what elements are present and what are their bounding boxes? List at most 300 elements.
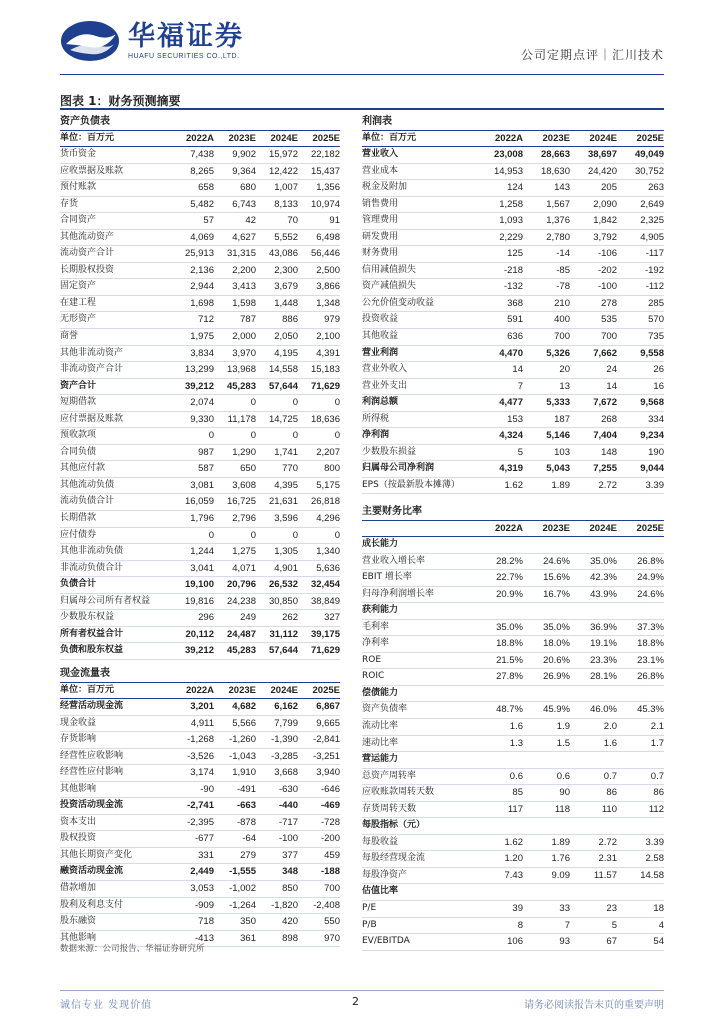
cell-value: 91 bbox=[329, 215, 340, 227]
cell-value: 0 bbox=[334, 529, 340, 541]
cell-value: 1,598 bbox=[232, 297, 256, 309]
page-header bbox=[0, 0, 724, 80]
cell-value bbox=[476, 884, 523, 900]
cell-value: 14,953 bbox=[493, 165, 523, 177]
table-row bbox=[60, 445, 340, 462]
row-label: 其他流动资产 bbox=[60, 231, 115, 242]
cell-value: 979 bbox=[324, 314, 340, 326]
table-row bbox=[362, 296, 664, 313]
cell-value: 39,212 bbox=[184, 380, 214, 392]
table-row bbox=[60, 395, 340, 412]
cell-value: 4,911 bbox=[190, 717, 214, 729]
cell-value: 0 bbox=[208, 529, 214, 541]
cell-value: -132 bbox=[503, 281, 523, 293]
cell-value: -14 bbox=[556, 248, 570, 260]
cell-value: 591 bbox=[507, 314, 523, 326]
section-header-row bbox=[362, 537, 664, 554]
table-row bbox=[60, 732, 340, 749]
cell-value: 11.57 bbox=[593, 869, 617, 881]
row-label: 税金及附加 bbox=[362, 182, 408, 193]
cell-value: 19,100 bbox=[184, 579, 214, 591]
table-row bbox=[362, 587, 664, 604]
table-header-row bbox=[362, 521, 664, 537]
cell-value: 279 bbox=[240, 849, 256, 861]
table-row bbox=[362, 868, 664, 885]
cell-value: 24,420 bbox=[587, 165, 617, 177]
row-label: 预付账款 bbox=[60, 182, 97, 193]
row-label: 应收账款周转天数 bbox=[362, 787, 435, 798]
cell-value: 0 bbox=[292, 430, 298, 442]
cell-value: 18.8% bbox=[637, 638, 664, 650]
cell-value: 26.8% bbox=[637, 555, 664, 567]
table-row bbox=[362, 620, 664, 637]
row-label: 流动负债合计 bbox=[60, 496, 115, 507]
cell-value: 2,136 bbox=[190, 264, 214, 276]
row-label: 合同资产 bbox=[60, 215, 97, 226]
table-row bbox=[362, 230, 664, 247]
cell-value: 24.9% bbox=[637, 572, 664, 584]
row-label: 营业收入 bbox=[362, 149, 399, 159]
cell-value: 249 bbox=[240, 612, 256, 624]
row-label: 每股收益 bbox=[362, 836, 399, 847]
table-row bbox=[60, 643, 340, 660]
row-label: 其他影响 bbox=[60, 783, 97, 794]
table-row bbox=[60, 881, 340, 898]
table-row bbox=[60, 544, 340, 561]
cell-value bbox=[570, 752, 617, 768]
cell-value: 117 bbox=[507, 803, 523, 815]
footer-disclaimer: 请务必阅读报告末页的重要声明 bbox=[524, 1000, 664, 1011]
table-row bbox=[60, 329, 340, 346]
cell-value bbox=[570, 884, 617, 900]
cell-value: 3,608 bbox=[232, 479, 256, 491]
cell-value: 3,866 bbox=[316, 281, 340, 293]
cell-value: -646 bbox=[320, 783, 340, 795]
cell-value: 18,636 bbox=[310, 413, 340, 425]
row-label: 现金收益 bbox=[60, 717, 97, 728]
row-label: 非流动资产合计 bbox=[60, 364, 124, 375]
cell-value: 30,850 bbox=[268, 595, 298, 607]
cell-value: 28,663 bbox=[540, 149, 570, 160]
cell-value: 898 bbox=[282, 932, 298, 944]
cell-value: 2.0 bbox=[603, 721, 617, 733]
row-label: 货币资金 bbox=[60, 149, 97, 159]
table-row bbox=[362, 312, 664, 329]
year-header: 2023E bbox=[228, 685, 256, 696]
cell-value: 5 bbox=[517, 446, 523, 458]
cell-value: 4,324 bbox=[499, 430, 523, 442]
table-row bbox=[362, 570, 664, 587]
cell-value: 7.43 bbox=[504, 869, 523, 881]
table-row bbox=[362, 412, 664, 429]
cell-value: 16.7% bbox=[543, 588, 570, 600]
cell-value: 35.0% bbox=[543, 621, 570, 633]
cell-value: 7,255 bbox=[593, 463, 617, 475]
cell-value: 187 bbox=[554, 413, 570, 425]
footer-slogan: 诚信专业 发现价值 bbox=[60, 1000, 153, 1011]
row-label: 预收款项 bbox=[60, 430, 97, 441]
cell-value: 49,049 bbox=[634, 149, 664, 160]
cell-value: 9,234 bbox=[640, 430, 664, 442]
cell-value: -909 bbox=[194, 899, 214, 911]
row-label: 其他影响 bbox=[60, 932, 97, 943]
cell-value: 39 bbox=[512, 903, 523, 915]
cell-value: 39,212 bbox=[184, 645, 214, 657]
row-label: 股利及利息支付 bbox=[60, 899, 124, 910]
table-row bbox=[60, 848, 340, 865]
cell-value: 86 bbox=[653, 787, 664, 799]
cell-value: -3,526 bbox=[187, 750, 214, 762]
cell-value: 26.8% bbox=[637, 671, 664, 683]
table-row bbox=[60, 263, 340, 280]
cell-value: 1.3 bbox=[509, 737, 523, 749]
cell-value: 38,697 bbox=[587, 149, 617, 160]
row-label: 其他长期资产变化 bbox=[60, 849, 133, 860]
cell-value: 24,487 bbox=[226, 628, 256, 640]
cell-value: 21,631 bbox=[268, 496, 298, 508]
cell-value: 263 bbox=[648, 182, 664, 194]
year-header: 2025E bbox=[312, 685, 340, 696]
cell-value: -2,841 bbox=[313, 734, 340, 746]
cell-value: 23.1% bbox=[637, 654, 664, 666]
cell-value bbox=[476, 686, 523, 702]
table-row bbox=[60, 230, 340, 247]
cell-value: -85 bbox=[556, 264, 570, 276]
cell-value: 31,315 bbox=[226, 248, 256, 260]
row-label: 管理费用 bbox=[362, 215, 399, 226]
cell-value: 1,567 bbox=[546, 198, 570, 210]
cell-value: 9,558 bbox=[640, 347, 664, 359]
cell-value: 587 bbox=[198, 463, 214, 475]
table-header-row bbox=[362, 131, 664, 147]
cell-value: 700 bbox=[324, 883, 340, 895]
table-row bbox=[362, 362, 664, 379]
table-row bbox=[362, 901, 664, 918]
cell-value: 9,902 bbox=[232, 149, 256, 160]
cell-value: 16 bbox=[653, 380, 664, 392]
row-label: 少数股东损益 bbox=[362, 446, 417, 457]
table-header-row bbox=[60, 683, 340, 699]
cell-value bbox=[523, 752, 570, 768]
cell-value bbox=[476, 752, 523, 768]
cell-value: 1,741 bbox=[274, 446, 298, 458]
cell-value: 57,644 bbox=[268, 645, 298, 657]
table-row bbox=[362, 279, 664, 296]
cell-value bbox=[570, 686, 617, 702]
row-label: 流动比率 bbox=[362, 721, 399, 732]
cell-value: 5,552 bbox=[274, 231, 298, 243]
cell-value: 8,265 bbox=[190, 165, 214, 177]
section-header-row bbox=[362, 752, 664, 769]
cell-value: 1.6 bbox=[509, 721, 523, 733]
table-row bbox=[362, 379, 664, 396]
cell-value: 7,404 bbox=[593, 430, 617, 442]
table-row bbox=[60, 197, 340, 214]
cell-value: 5,636 bbox=[316, 562, 340, 574]
cell-value: 4,195 bbox=[274, 347, 298, 359]
cell-value bbox=[476, 603, 523, 619]
cell-value: 21.5% bbox=[496, 654, 523, 666]
row-label: 存货影响 bbox=[60, 734, 97, 745]
cell-value: 7,799 bbox=[274, 717, 298, 729]
cell-value: 24 bbox=[606, 364, 617, 376]
row-label: ROIC bbox=[362, 671, 385, 682]
cell-value: 2.58 bbox=[645, 853, 664, 865]
cell-value: 5,566 bbox=[232, 717, 256, 729]
cell-value: 18.0% bbox=[543, 638, 570, 650]
table-row bbox=[60, 765, 340, 782]
cell-value: 9,044 bbox=[640, 463, 664, 475]
row-label: 速动比率 bbox=[362, 737, 399, 748]
cell-value: 400 bbox=[554, 314, 570, 326]
row-label: 流动资产合计 bbox=[60, 248, 115, 259]
table-row bbox=[60, 798, 340, 815]
cell-value: 12,422 bbox=[268, 165, 298, 177]
year-header: 2022A bbox=[186, 685, 214, 696]
year-header: 2024E bbox=[270, 133, 298, 144]
table-row bbox=[60, 494, 340, 511]
cell-value: 24.6% bbox=[543, 555, 570, 567]
cell-value bbox=[523, 884, 570, 900]
row-label: 偿债能力 bbox=[362, 687, 399, 698]
cell-value: -64 bbox=[242, 833, 256, 845]
cash-flow-table bbox=[60, 666, 340, 947]
cell-value: 4,069 bbox=[190, 231, 214, 243]
cell-value: 2.1 bbox=[650, 721, 664, 733]
table-title: 利润表 bbox=[362, 114, 664, 131]
cell-value: 20.6% bbox=[543, 654, 570, 666]
cell-value bbox=[476, 537, 523, 553]
cell-value: 2.72 bbox=[598, 836, 617, 848]
cell-value: 42 bbox=[245, 215, 256, 227]
row-label: 应付债券 bbox=[60, 529, 97, 540]
row-label: 经营性应收影响 bbox=[60, 750, 124, 761]
cell-value: 3,174 bbox=[190, 767, 214, 779]
cell-value: 1.76 bbox=[551, 853, 570, 865]
section-header-row bbox=[362, 818, 664, 835]
cell-value: 13 bbox=[559, 380, 570, 392]
cell-value: 23.3% bbox=[590, 654, 617, 666]
table-row bbox=[362, 445, 664, 462]
cell-value: 0 bbox=[208, 430, 214, 442]
cell-value: 2.31 bbox=[598, 853, 617, 865]
year-header: 2023E bbox=[542, 133, 570, 144]
cell-value: 31,112 bbox=[269, 628, 298, 640]
unit-label: 单位：百万元 bbox=[60, 685, 115, 695]
cell-value: 1.62 bbox=[504, 479, 523, 491]
cell-value: 18,630 bbox=[540, 165, 570, 177]
cell-value: -1,820 bbox=[271, 899, 298, 911]
cell-value bbox=[617, 537, 664, 553]
row-label: 营业收入增长率 bbox=[362, 555, 426, 566]
year-header: 2024E bbox=[589, 523, 617, 534]
cell-value: 4,470 bbox=[499, 347, 523, 359]
cell-value: -663 bbox=[236, 800, 256, 812]
cell-value: 54 bbox=[653, 936, 664, 948]
cell-value: 13,299 bbox=[184, 364, 214, 376]
cell-value: 0.7 bbox=[650, 770, 664, 782]
cell-value: 9,568 bbox=[640, 397, 664, 409]
cell-value: 800 bbox=[324, 463, 340, 475]
cell-value: 2,500 bbox=[316, 264, 340, 276]
row-label: 营业外支出 bbox=[362, 380, 408, 391]
row-label: 存货 bbox=[60, 198, 79, 209]
cell-value: 153 bbox=[507, 413, 523, 425]
year-header: 2023E bbox=[228, 133, 256, 144]
cell-value: 1,340 bbox=[316, 546, 340, 558]
cell-value: 90 bbox=[559, 787, 570, 799]
table-row bbox=[362, 147, 664, 164]
table-row bbox=[362, 478, 664, 495]
cell-value: 268 bbox=[601, 413, 617, 425]
row-label: 存货周转天数 bbox=[362, 803, 417, 814]
row-label: 资产负债率 bbox=[362, 704, 408, 715]
cell-value: 112 bbox=[648, 803, 664, 815]
table-row bbox=[362, 213, 664, 230]
cell-value: -192 bbox=[644, 264, 664, 276]
cell-value: 327 bbox=[324, 612, 340, 624]
row-label: 经营性应付影响 bbox=[60, 767, 124, 778]
cell-value: -413 bbox=[194, 932, 214, 944]
year-header: 2025E bbox=[312, 133, 340, 144]
cell-value: 970 bbox=[324, 932, 340, 944]
cell-value: -90 bbox=[200, 783, 214, 795]
cell-value: 2,449 bbox=[190, 866, 214, 878]
cell-value: 16,059 bbox=[184, 496, 214, 508]
cell-value: 4,319 bbox=[499, 463, 523, 475]
cell-value bbox=[476, 818, 523, 834]
cell-value: 15,972 bbox=[268, 149, 298, 160]
cell-value: 56,446 bbox=[310, 248, 340, 260]
cell-value: -2,741 bbox=[187, 800, 214, 812]
cell-value: -1,268 bbox=[187, 734, 214, 746]
cell-value: -491 bbox=[236, 783, 256, 795]
cell-value: 14,725 bbox=[268, 413, 298, 425]
cell-value: 20,796 bbox=[226, 579, 256, 591]
cell-value: 0 bbox=[334, 430, 340, 442]
cell-value: 39,175 bbox=[310, 628, 340, 640]
cell-value: 368 bbox=[507, 297, 523, 309]
row-label: 公允价值变动收益 bbox=[362, 297, 435, 308]
cell-value: 32,454 bbox=[310, 579, 340, 591]
cell-value: 85 bbox=[512, 787, 523, 799]
cell-value: 0 bbox=[334, 397, 340, 409]
table-row bbox=[362, 461, 664, 478]
huafu-logo-icon bbox=[60, 20, 120, 62]
cell-value: 20,112 bbox=[185, 628, 214, 640]
cell-value: 4,395 bbox=[274, 479, 298, 491]
cell-value: 2,207 bbox=[316, 446, 340, 458]
year-header: 2025E bbox=[636, 523, 664, 534]
row-label: 在建工程 bbox=[60, 297, 97, 308]
cell-value: 3,970 bbox=[232, 347, 256, 359]
cell-value: -202 bbox=[597, 264, 617, 276]
cell-value: 13,968 bbox=[226, 364, 256, 376]
cell-value: 0 bbox=[250, 430, 256, 442]
cell-value: 45,283 bbox=[226, 645, 256, 657]
table-row bbox=[60, 478, 340, 495]
cell-value: 57 bbox=[203, 215, 214, 227]
cell-value: 296 bbox=[198, 612, 214, 624]
table-row bbox=[362, 346, 664, 363]
cell-value: 0 bbox=[292, 397, 298, 409]
table-header-row bbox=[60, 131, 340, 147]
cell-value: -3,285 bbox=[271, 750, 298, 762]
cell-value: 1,244 bbox=[190, 546, 214, 558]
cell-value: 3.39 bbox=[645, 479, 664, 491]
cell-value: 9,364 bbox=[232, 165, 256, 177]
cell-value: 2,090 bbox=[593, 198, 617, 210]
cell-value: 1.89 bbox=[551, 836, 570, 848]
cell-value: 110 bbox=[601, 803, 617, 815]
cell-value: 57,644 bbox=[268, 380, 298, 392]
cell-value: 22.7% bbox=[496, 572, 523, 584]
table-row bbox=[60, 412, 340, 429]
row-label: 归属母公司净利润 bbox=[362, 463, 435, 474]
income-statement-table bbox=[362, 114, 664, 494]
row-label: 其他流动负债 bbox=[60, 479, 115, 490]
footer-divider bbox=[60, 990, 664, 991]
cell-value: 45.9% bbox=[543, 704, 570, 716]
cell-value: 1,698 bbox=[190, 297, 214, 309]
cell-value: 3,679 bbox=[274, 281, 298, 293]
cell-value: 1.89 bbox=[551, 479, 570, 491]
table-row bbox=[362, 263, 664, 280]
cell-value: 210 bbox=[554, 297, 570, 309]
row-label: 融资活动现金流 bbox=[60, 866, 124, 877]
report-type-label: 公司定期点评｜汇川技术 bbox=[520, 48, 664, 62]
cell-value: 3,596 bbox=[274, 513, 298, 525]
table-row bbox=[362, 702, 664, 719]
cell-value: 5,043 bbox=[546, 463, 570, 475]
cell-value: 2,000 bbox=[232, 331, 256, 343]
cell-value bbox=[570, 603, 617, 619]
row-label: 少数股东权益 bbox=[60, 612, 115, 623]
cell-value: -2,395 bbox=[187, 816, 214, 828]
cell-value: -440 bbox=[278, 800, 298, 812]
cell-value: 4,682 bbox=[232, 701, 256, 712]
cell-value bbox=[617, 818, 664, 834]
table-title: 主要财务比率 bbox=[362, 504, 664, 521]
cell-value: 45,283 bbox=[226, 380, 256, 392]
row-label: 所有者权益合计 bbox=[60, 628, 124, 639]
data-source-note: 数据来源：公司报告、华福证券研究所 bbox=[60, 944, 205, 954]
row-label: 商誉 bbox=[60, 331, 79, 342]
cell-value: -878 bbox=[236, 816, 256, 828]
cell-value: 48.7% bbox=[496, 704, 523, 716]
table-row bbox=[60, 528, 340, 545]
cell-value: 24.6% bbox=[637, 588, 664, 600]
page-number: 2 bbox=[352, 995, 359, 1008]
cell-value: 27.8% bbox=[496, 671, 523, 683]
row-label: 负债和股东权益 bbox=[60, 645, 124, 656]
row-label: 净利率 bbox=[362, 638, 390, 649]
row-label: 应收票据及账款 bbox=[60, 165, 124, 176]
cell-value: 3,792 bbox=[593, 231, 617, 243]
cell-value: 46.0% bbox=[590, 704, 617, 716]
cell-value: 1.62 bbox=[504, 836, 523, 848]
cell-value: 550 bbox=[324, 916, 340, 928]
row-label: 销售费用 bbox=[362, 198, 399, 209]
logo-chinese-name: 华福证券 bbox=[128, 21, 244, 52]
cell-value: 1,975 bbox=[190, 331, 214, 343]
row-label: 合同负债 bbox=[60, 446, 97, 457]
cell-value: 4,901 bbox=[274, 562, 298, 574]
cell-value: 1,376 bbox=[546, 215, 570, 227]
row-label: 获利能力 bbox=[362, 605, 399, 616]
row-label: 营业外收入 bbox=[362, 364, 408, 375]
cell-value: 5,482 bbox=[190, 198, 214, 210]
